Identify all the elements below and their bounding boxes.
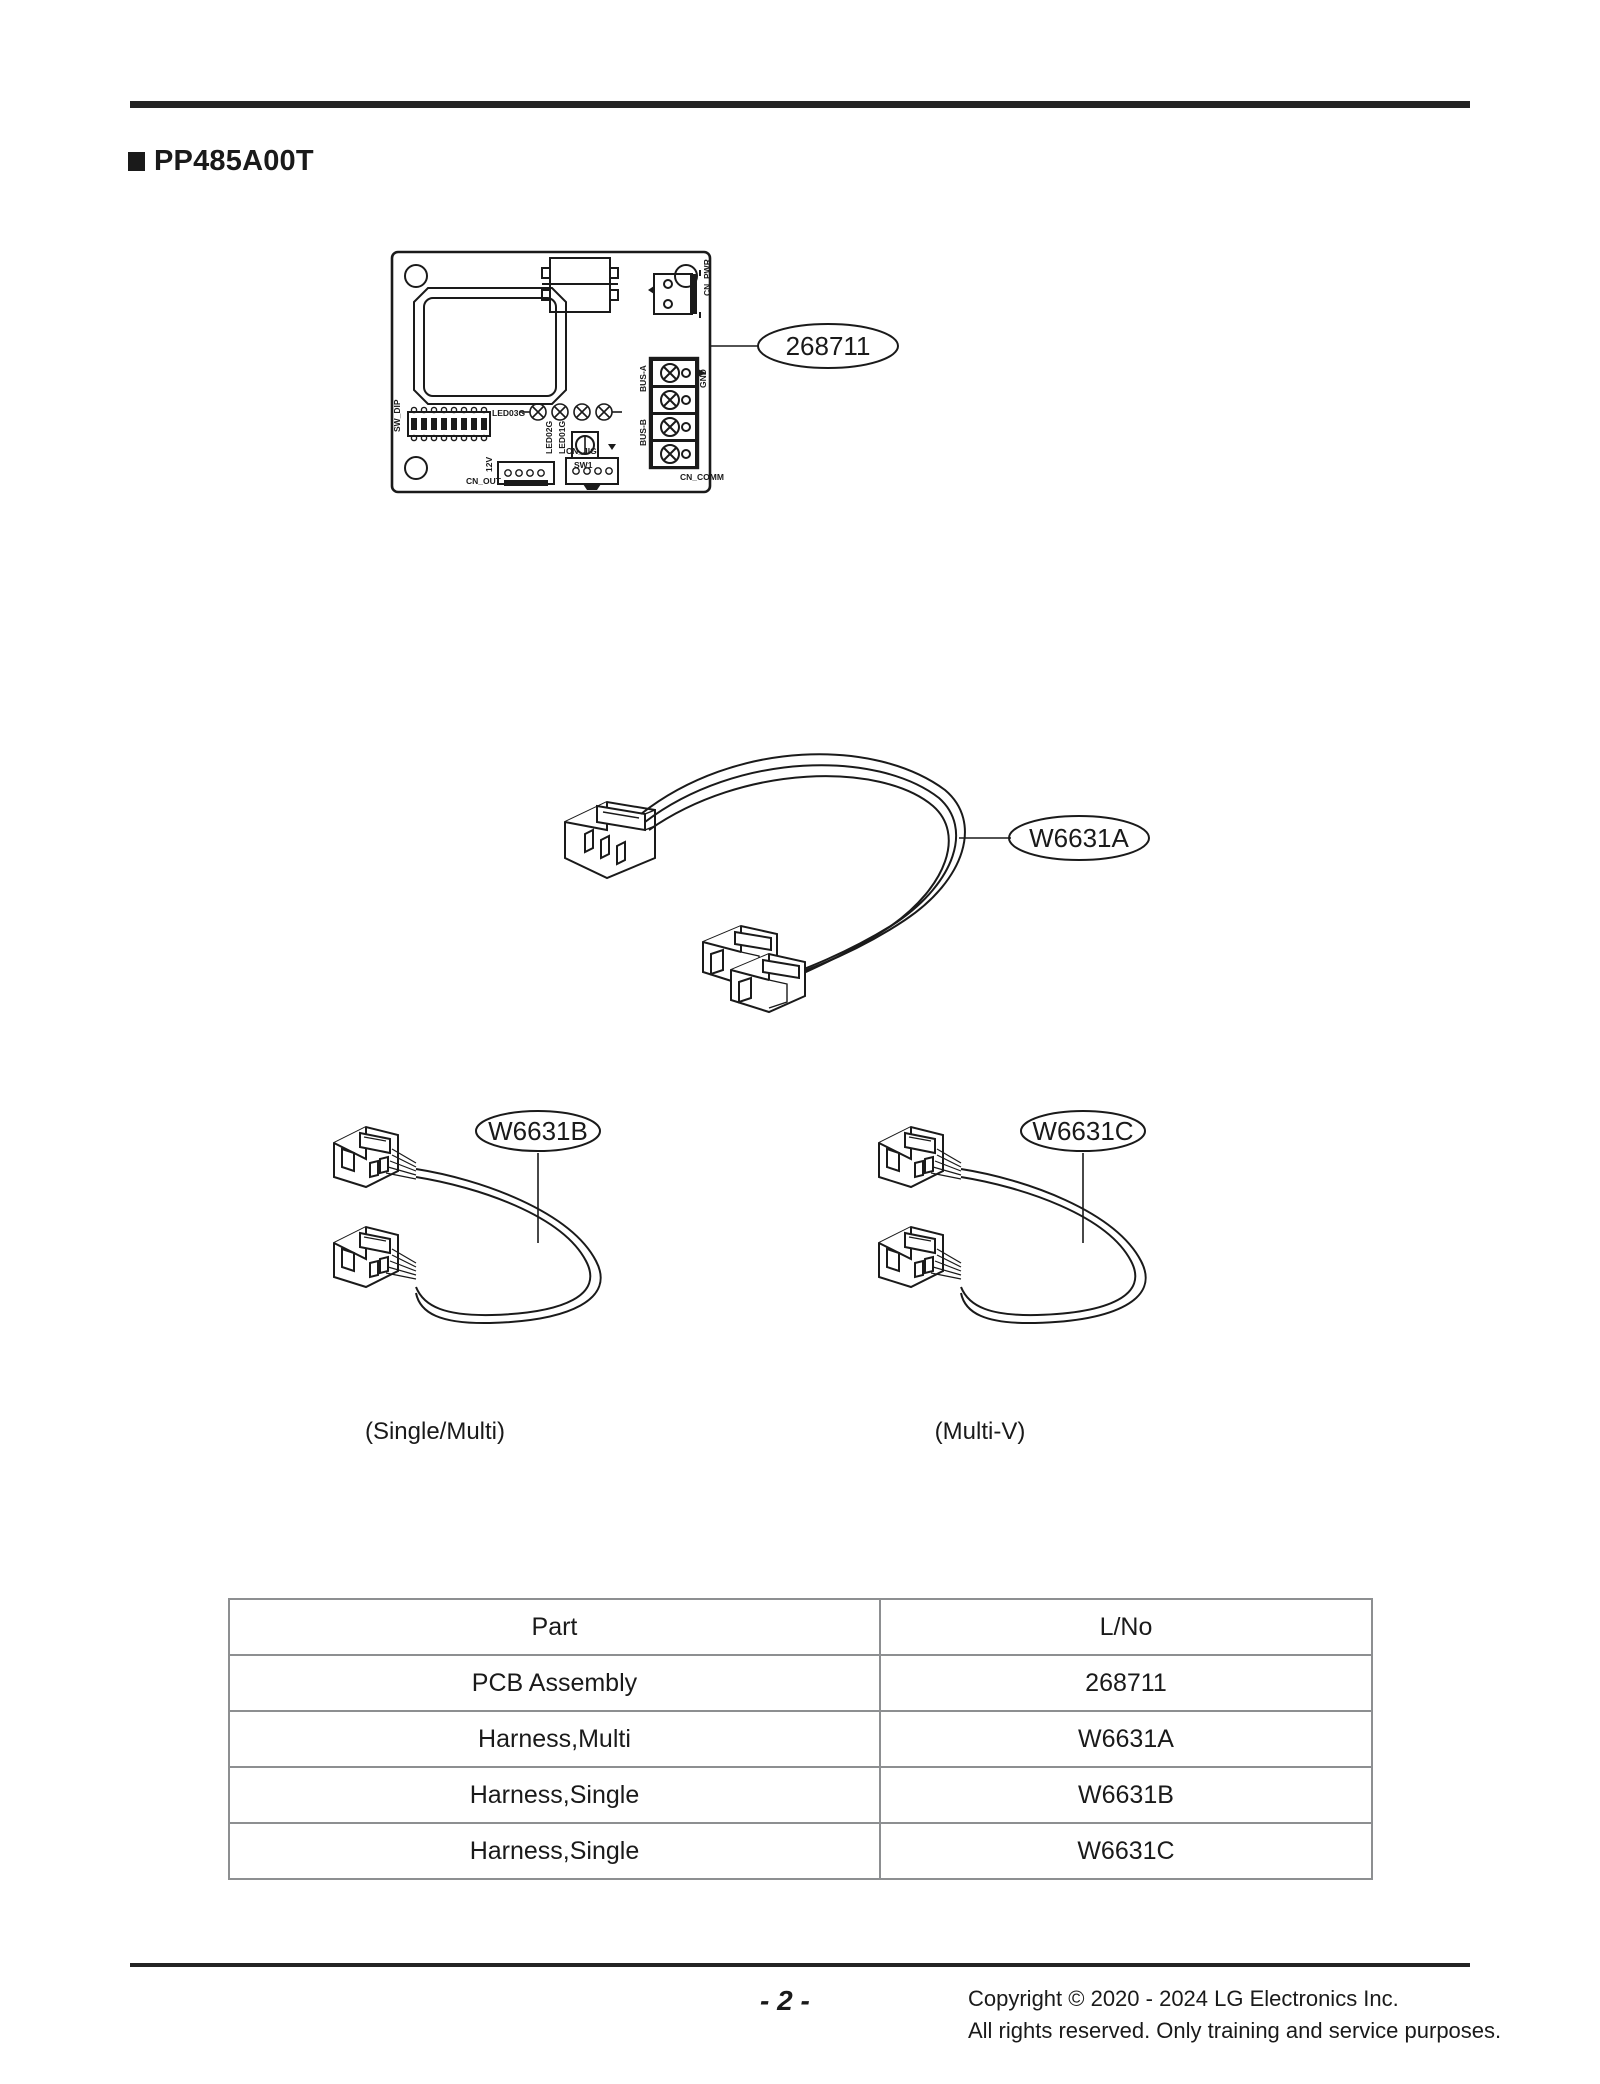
harness-c-caption: (Multi-V) (934, 1418, 1026, 1445)
cell-lno: W6631A (880, 1711, 1372, 1767)
label-gnd: GND (698, 369, 708, 388)
harness-c-figure (865, 1115, 1225, 1375)
copyright-notice (968, 1983, 1501, 2047)
label-led03g: LED03G (492, 408, 526, 418)
label-bus-a: BUS-A (638, 365, 648, 392)
cell-lno: W6631B (880, 1767, 1372, 1823)
pcb-callout-label: 268711 (785, 331, 871, 361)
harness-b-caption: (Single/Multi) (364, 1418, 506, 1445)
header-rule (130, 101, 1470, 108)
table-row (229, 1655, 1372, 1711)
label-led01g: LED01G (557, 420, 567, 454)
label-cn-comm: CN_COMM (680, 472, 724, 482)
cell-lno: W6631C (880, 1823, 1372, 1879)
parts-table (228, 1598, 1373, 1880)
label-sw1: SW1 (574, 460, 593, 470)
footer-rule (130, 1963, 1470, 1967)
page-number: - 2 - (760, 1985, 810, 2016)
harness-a-figure (545, 730, 1129, 1020)
copyright-line-1: Copyright © 2020 - 2024 LG Electronics Inc. (968, 1986, 1399, 2011)
column-header-lno: L/No (880, 1599, 1372, 1655)
label-led02g: LED02G (544, 420, 554, 454)
cell-part: Harness,Single (229, 1823, 880, 1879)
table-header-row (229, 1599, 1372, 1655)
label-bus-b: BUS-B (638, 419, 648, 446)
column-header-part: Part (229, 1599, 880, 1655)
section-title-text: PP485A00T (154, 145, 314, 177)
harness-c-callout-label: W6631C (1032, 1116, 1134, 1146)
cell-part: PCB Assembly (229, 1655, 880, 1711)
table-row (229, 1823, 1372, 1879)
harness-a-callout-label: W6631A (1029, 823, 1129, 853)
harness-b-figure (320, 1115, 680, 1375)
label-cn-out: CN_OUT (466, 476, 501, 486)
table-row (229, 1767, 1372, 1823)
label-12v: 12V (484, 456, 494, 472)
cell-part: Harness,Multi (229, 1711, 880, 1767)
label-cn-jig: CN_JIG (566, 446, 597, 456)
copyright-line-2: All rights reserved. Only training and service purposes. (968, 2017, 1502, 2043)
cell-lno: 268711 (880, 1655, 1372, 1711)
table-row (229, 1711, 1372, 1767)
page-title (128, 145, 314, 178)
harness-b-callout-label: W6631B (488, 1116, 588, 1146)
square-bullet-icon (128, 152, 145, 171)
pcb-assembly-figure (380, 240, 1110, 510)
label-cn-pwr: CN_PWR (702, 259, 712, 296)
cell-part: Harness,Single (229, 1767, 880, 1823)
label-sw-dip: SW_DIP (392, 399, 402, 432)
